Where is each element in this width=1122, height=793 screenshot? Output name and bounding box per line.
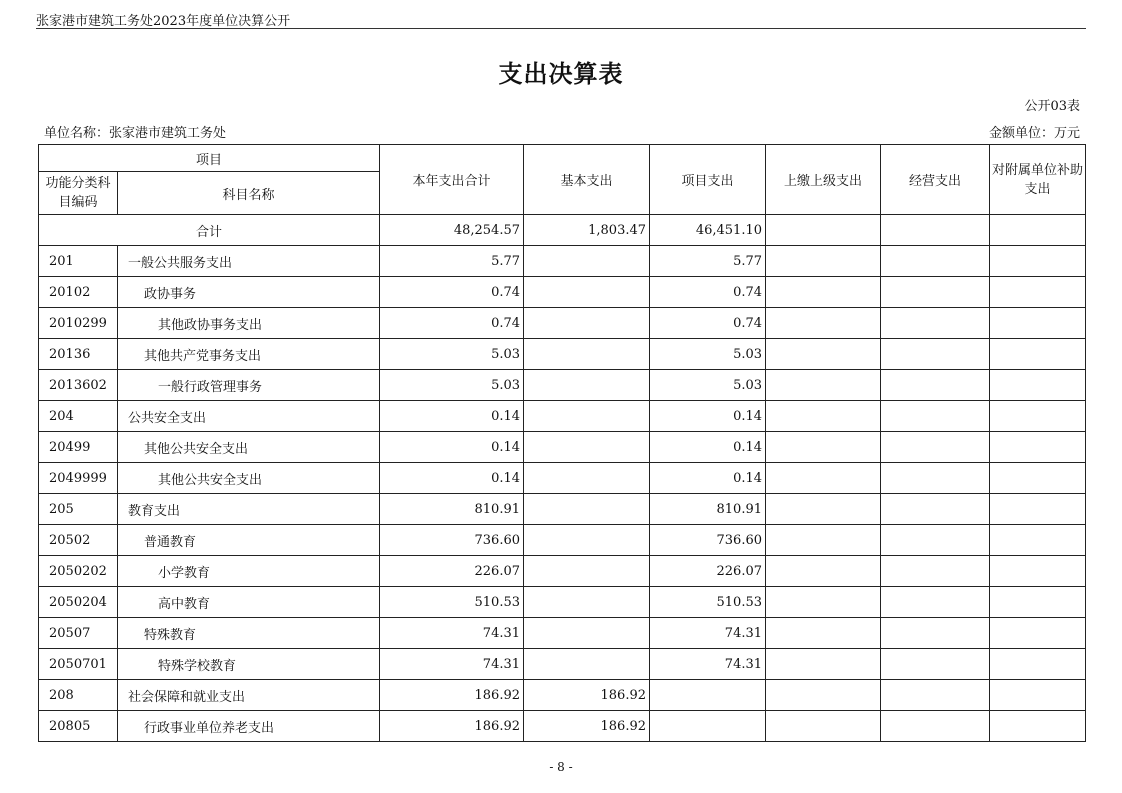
name-cell: 其他共产党事务支出 — [118, 339, 380, 370]
code-cell: 2050204 — [39, 587, 118, 618]
page-title: 支出决算表 — [498, 59, 624, 88]
upper-cell — [766, 463, 881, 494]
business-cell — [881, 401, 990, 432]
business-cell — [881, 463, 990, 494]
basic-cell: 186.92 — [524, 711, 650, 742]
business-cell — [881, 308, 990, 339]
table-row — [39, 649, 1086, 680]
business-cell — [881, 370, 990, 401]
basic-cell — [524, 246, 650, 277]
subsidy-cell — [990, 587, 1086, 618]
business-cell — [881, 711, 990, 742]
table-row — [39, 618, 1086, 649]
basic-cell — [524, 587, 650, 618]
basic-cell — [524, 432, 650, 463]
upper-header: 上缴上级支出 — [766, 145, 881, 215]
basic-cell — [524, 463, 650, 494]
business-cell — [881, 339, 990, 370]
business-cell — [881, 618, 990, 649]
name-cell: 高中教育 — [118, 587, 380, 618]
name-cell: 特殊教育 — [118, 618, 380, 649]
project-cell: 5.03 — [650, 339, 766, 370]
total-cell: 5.03 — [380, 339, 524, 370]
subsidy-cell — [990, 680, 1086, 711]
business-cell — [881, 432, 990, 463]
total-cell: 186.92 — [380, 680, 524, 711]
total-cell: 5.03 — [380, 370, 524, 401]
total-cell: 510.53 — [380, 587, 524, 618]
upper-cell — [766, 339, 881, 370]
table-row — [39, 680, 1086, 711]
name-header: 科目名称 — [118, 172, 380, 215]
name-cell: 其他公共安全支出 — [118, 463, 380, 494]
project-cell: 46,451.10 — [650, 215, 766, 246]
subsidy-cell — [990, 556, 1086, 587]
project-cell: 74.31 — [650, 618, 766, 649]
upper-cell — [766, 525, 881, 556]
subsidy-cell — [990, 339, 1086, 370]
project-cell: 5.03 — [650, 370, 766, 401]
upper-cell — [766, 587, 881, 618]
code-cell: 20805 — [39, 711, 118, 742]
code-cell: 2050202 — [39, 556, 118, 587]
form-number: 公开03表 — [1024, 99, 1080, 114]
expenditure-table — [38, 144, 1086, 742]
upper-cell — [766, 308, 881, 339]
unit-name: 单位名称：张家港市建筑工务处 — [44, 126, 227, 141]
money-unit: 金额单位：万元 — [988, 126, 1080, 141]
total-cell: 0.74 — [380, 308, 524, 339]
business-cell — [881, 556, 990, 587]
subsidy-cell — [990, 308, 1086, 339]
name-cell: 社会保障和就业支出 — [118, 680, 380, 711]
name-cell: 一般行政管理事务 — [118, 370, 380, 401]
project-cell: 510.53 — [650, 587, 766, 618]
basic-cell — [524, 339, 650, 370]
project-cell: 5.77 — [650, 246, 766, 277]
subsidy-header: 对附属单位补助支出 — [990, 145, 1086, 215]
total-cell: 74.31 — [380, 649, 524, 680]
name-cell: 教育支出 — [118, 494, 380, 525]
subsidy-cell — [990, 277, 1086, 308]
subsidy-cell — [990, 649, 1086, 680]
name-cell: 行政事业单位养老支出 — [118, 711, 380, 742]
basic-cell — [524, 525, 650, 556]
business-cell — [881, 277, 990, 308]
basic-cell: 186.92 — [524, 680, 650, 711]
code-cell: 20507 — [39, 618, 118, 649]
page-number: - 8 - — [549, 760, 573, 774]
name-cell: 其他公共安全支出 — [118, 432, 380, 463]
code-cell: 20136 — [39, 339, 118, 370]
subsidy-cell — [990, 494, 1086, 525]
project-cell: 810.91 — [650, 494, 766, 525]
name-cell: 其他政协事务支出 — [118, 308, 380, 339]
table-row — [39, 494, 1086, 525]
code-cell: 2010299 — [39, 308, 118, 339]
project-cell: 0.74 — [650, 308, 766, 339]
project-cell: 0.74 — [650, 277, 766, 308]
code-cell: 20502 — [39, 525, 118, 556]
upper-cell — [766, 215, 881, 246]
business-cell — [881, 680, 990, 711]
basic-cell — [524, 649, 650, 680]
subsidy-cell — [990, 215, 1086, 246]
total-cell: 0.14 — [380, 432, 524, 463]
subsidy-cell — [990, 246, 1086, 277]
total-cell: 0.74 — [380, 277, 524, 308]
basic-cell — [524, 618, 650, 649]
subsidy-cell — [990, 401, 1086, 432]
total-cell: 226.07 — [380, 556, 524, 587]
code-cell: 20499 — [39, 432, 118, 463]
upper-cell — [766, 277, 881, 308]
table-row — [39, 711, 1086, 742]
table-row — [39, 308, 1086, 339]
table-row — [39, 246, 1086, 277]
total-cell: 0.14 — [380, 401, 524, 432]
total-cell: 48,254.57 — [380, 215, 524, 246]
code-header: 功能分类科目编码 — [39, 172, 118, 215]
project-cell: 0.14 — [650, 401, 766, 432]
subsidy-cell — [990, 525, 1086, 556]
table-row — [39, 525, 1086, 556]
name-cell: 普通教育 — [118, 525, 380, 556]
subsidy-cell — [990, 618, 1086, 649]
basic-cell — [524, 370, 650, 401]
table-row — [39, 401, 1086, 432]
project-cell: 0.14 — [650, 463, 766, 494]
code-cell: 205 — [39, 494, 118, 525]
code-cell: 201 — [39, 246, 118, 277]
name-cell: 小学教育 — [118, 556, 380, 587]
upper-cell — [766, 711, 881, 742]
upper-cell — [766, 432, 881, 463]
project-cell: 74.31 — [650, 649, 766, 680]
business-cell — [881, 246, 990, 277]
total-cell: 186.92 — [380, 711, 524, 742]
table-row — [39, 277, 1086, 308]
subsidy-cell — [990, 432, 1086, 463]
table-row — [39, 463, 1086, 494]
upper-cell — [766, 618, 881, 649]
table-row — [39, 556, 1086, 587]
code-cell: 204 — [39, 401, 118, 432]
upper-cell — [766, 494, 881, 525]
name-cell: 公共安全支出 — [118, 401, 380, 432]
basic-cell: 1,803.47 — [524, 215, 650, 246]
upper-cell — [766, 401, 881, 432]
total-cell: 74.31 — [380, 618, 524, 649]
upper-cell — [766, 370, 881, 401]
basic-cell — [524, 556, 650, 587]
table-row — [39, 339, 1086, 370]
upper-cell — [766, 649, 881, 680]
name-cell: 一般公共服务支出 — [118, 246, 380, 277]
project-cell: 226.07 — [650, 556, 766, 587]
upper-cell — [766, 246, 881, 277]
business-cell — [881, 587, 990, 618]
upper-cell — [766, 680, 881, 711]
business-cell — [881, 494, 990, 525]
code-cell: 2049999 — [39, 463, 118, 494]
basic-cell — [524, 494, 650, 525]
table-row — [39, 432, 1086, 463]
business-header: 经营支出 — [881, 145, 990, 215]
basic-cell — [524, 277, 650, 308]
total-cell: 736.60 — [380, 525, 524, 556]
subsidy-cell — [990, 463, 1086, 494]
project-cell: 736.60 — [650, 525, 766, 556]
subsidy-cell — [990, 370, 1086, 401]
document-header: 张家港市建筑工务处2023年度单位决算公开 — [36, 14, 291, 29]
code-cell: 20102 — [39, 277, 118, 308]
project-header: 项目支出 — [650, 145, 766, 215]
project-cell — [650, 680, 766, 711]
total-cell: 0.14 — [380, 463, 524, 494]
total-cell: 5.77 — [380, 246, 524, 277]
code-cell: 2013602 — [39, 370, 118, 401]
table-row — [39, 370, 1086, 401]
code-cell: 208 — [39, 680, 118, 711]
subsidy-cell — [990, 711, 1086, 742]
header-row — [39, 145, 1086, 172]
total-row — [39, 215, 1086, 246]
item-header: 项目 — [39, 145, 380, 172]
project-cell: 0.14 — [650, 432, 766, 463]
basic-header: 基本支出 — [524, 145, 650, 215]
business-cell — [881, 215, 990, 246]
project-cell — [650, 711, 766, 742]
total-cell: 810.91 — [380, 494, 524, 525]
basic-cell — [524, 401, 650, 432]
total-label: 合计 — [39, 215, 380, 246]
name-cell: 政协事务 — [118, 277, 380, 308]
upper-cell — [766, 556, 881, 587]
total-header: 本年支出合计 — [380, 145, 524, 215]
header-divider — [36, 28, 1086, 29]
code-cell: 2050701 — [39, 649, 118, 680]
table-row — [39, 587, 1086, 618]
name-cell: 特殊学校教育 — [118, 649, 380, 680]
business-cell — [881, 525, 990, 556]
basic-cell — [524, 308, 650, 339]
business-cell — [881, 649, 990, 680]
